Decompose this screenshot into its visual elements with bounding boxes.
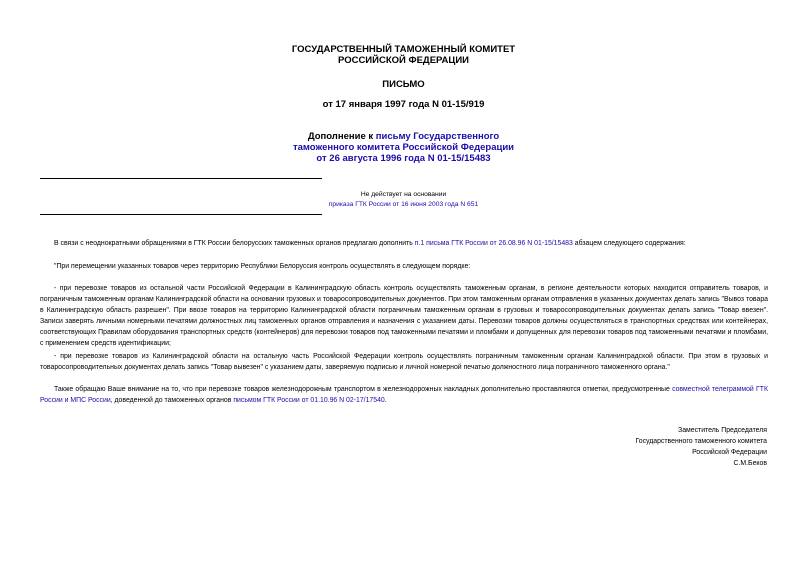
agency-line-1: ГОСУДАРСТВЕННЫЙ ТАМОЖЕННЫЙ КОМИТЕТ (291, 44, 516, 55)
p5-link-2[interactable]: письмом ГТК России от 01.10.96 N 02-17/17540 (233, 397, 385, 404)
subject-link-3[interactable]: от 26 августа 1996 года N 01-15/15483 (316, 153, 491, 164)
paragraph-4: - при перевозке товаров из Калининградской области на остальную часть Российской Федерации контроль осуществлять пограничным таможенным органам Калининградской области. При этом в грузовых и товаросопроводительных документах делать запись "Товар вывезен" с указанием даты, заверяемую подписью и личной номерной печатью должностного лица пограничного таможенного органа." (40, 353, 768, 371)
status-line: Не действует на основании (360, 191, 447, 198)
paragraph-5: Также обращаю Ваше внимание на то, что при перевозке товаров железнодорожным транспортом в железнодорожных накладных дополнительно проставляются отметки, предусмотренные совместной телеграммой ГТК России и МПС России, доведенной до таможенных органов письмом ГТК России от 01.10.96 N 02-17/17540. (40, 386, 768, 404)
signature-line-2: Государственного таможенного комитета (635, 438, 767, 445)
doc-type: ПИСЬМО (382, 79, 425, 90)
p5-link-1[interactable]: совместной телеграммой ГТК России и МПС России (40, 386, 768, 404)
subject-link-2[interactable]: таможенного комитета Российской Федерации (292, 142, 515, 153)
signature-line-1: Заместитель Председателя (678, 427, 767, 434)
signature-line-3: Российской Федерации (692, 449, 767, 456)
p1-link[interactable]: п.1 письма ГТК России от 26.08.96 N 01-15/15483 (414, 240, 573, 247)
paragraph-2: "При перемещении указанных товаров через территорию Республики Белоруссия контроль осуществлять в следующем порядке: (54, 263, 471, 270)
paragraph-3: - при перевозке товаров из остальной части Российской Федерации в Калининградскую область контроль осуществлять таможенным органам, в регионе деятельности которых находится отправитель товаров, и пограничным таможенным органам Калининградской области на основании грузовых и товаросопроводительных документов. При этом таможенным органам отправления в указанных документах делать запись "Вывоз товара в Калининградскую область разрешен". При ввозе товаров на территорию Калининградской области пограничным таможенным органам в грузовых и товаросопроводительных документах делать запись "Товар ввезен". Записи заверять личными номерными печатями должностных лиц таможенных органов отправления и назначения с указанием даты. Перевозки товаров должны осуществляться в транспортных средствах или контейнерах, соответствующих Правилам оборудования транспортных средств (контейнеров) для перевозки товаров под таможенными печатями и пломбами и допущенных для перевозки товаров под таможенными печатями и пломбами, с применением средств идентификации; (40, 285, 768, 347)
signature-block (467, 425, 767, 469)
agency-line-2: РОССИЙСКОЙ ФЕДЕРАЦИИ (337, 55, 469, 66)
subject-prefix: Дополнение к (307, 131, 376, 142)
subject (0, 131, 807, 164)
paragraph-1: В связи с неоднократными обращениями в ГТК России белорусских таможенных органов предлагаю дополнить п.1 письма ГТК России от 26.08.96 N 01-15/15483 абзацем следующего содержания: (54, 240, 686, 247)
doc-date: от 17 января 1997 года N 01-15/919 (322, 99, 485, 110)
signature-name: С.М.Беков (733, 460, 767, 467)
divider-top (40, 178, 322, 179)
subject-link-1[interactable]: письму Государственного (375, 131, 500, 142)
agency-name (0, 44, 807, 66)
divider-bottom (40, 214, 322, 215)
status-link[interactable]: приказа ГТК России от 16 июня 2003 года N 651 (328, 201, 479, 208)
